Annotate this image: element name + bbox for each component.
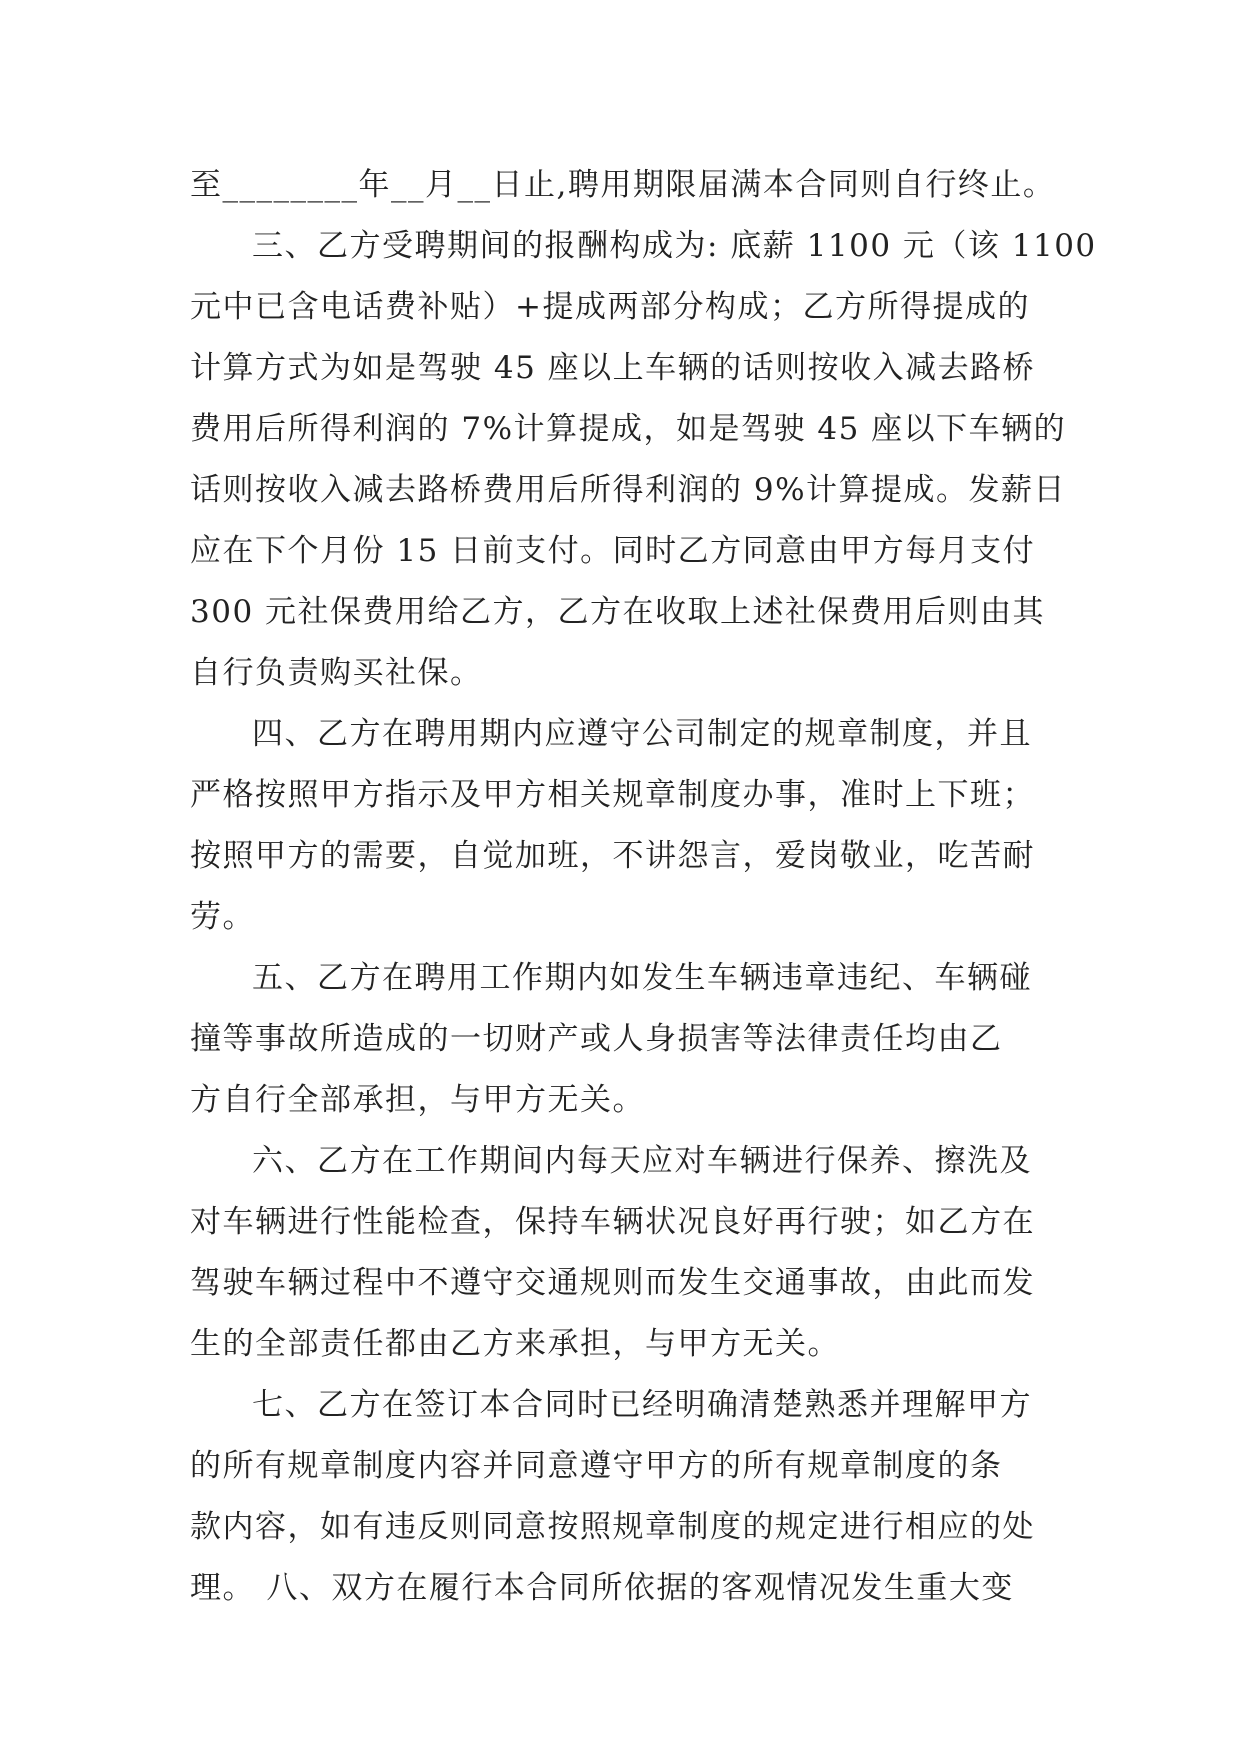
- text-line: 撞等事故所造成的一切财产或人身损害等法律责任均由乙: [190, 1021, 1003, 1057]
- text-line: 方自行全部承担，与甲方无关。: [190, 1082, 645, 1118]
- text-line: 对车辆进行性能检查，保持车辆状况良好再行驶；如乙方在: [190, 1204, 1035, 1240]
- text-line: 款内容，如有违反则同意按照规章制度的规定进行相应的处: [190, 1509, 1035, 1545]
- text-line: 七、乙方在签订本合同时已经明确清楚熟悉并理解甲方: [252, 1387, 1032, 1423]
- text-line: 驾驶车辆过程中不遵守交通规则而发生交通事故，由此而发: [190, 1265, 1035, 1301]
- text-line: 应在下个月份 15 日前支付。同时乙方同意由甲方每月支付: [190, 533, 1036, 569]
- text-line: 话则按收入减去路桥费用后所得利润的 9%计算提成。发薪日: [190, 472, 1067, 508]
- text-line: 按照甲方的需要，自觉加班，不讲怨言，爱岗敬业，吃苦耐: [190, 838, 1035, 874]
- text-line: 四、乙方在聘用期内应遵守公司制定的规章制度，并且: [252, 716, 1032, 752]
- text-line: 严格按照甲方指示及甲方相关规章制度办事，准时上下班；: [190, 777, 1035, 813]
- text-line: 六、乙方在工作期间内每天应对车辆进行保养、擦洗及: [252, 1143, 1032, 1179]
- text-line: 生的全部责任都由乙方来承担，与甲方无关。: [190, 1326, 840, 1362]
- text-line: 自行负责购买社保。: [190, 655, 483, 691]
- text-line: 计算方式为如是驾驶 45 座以上车辆的话则按收入减去路桥: [190, 350, 1036, 386]
- text-line: 的所有规章制度内容并同意遵守甲方的所有规章制度的条: [190, 1448, 1003, 1484]
- contract-body: [190, 155, 1097, 1619]
- text-line: 五、乙方在聘用工作期内如发生车辆违章违纪、车辆碰: [252, 960, 1032, 996]
- text-line: 300 元社保费用给乙方，乙方在收取上述社保费用后则由其: [190, 594, 1046, 630]
- text-line: 元中已含电话费补贴）+提成两部分构成；乙方所得提成的: [190, 289, 1030, 325]
- text-line: 三、乙方受聘期间的报酬构成为: 底薪 1100 元（该 1100: [252, 228, 1097, 264]
- text-line: 劳。: [190, 899, 255, 935]
- text-line: 费用后所得利润的 7%计算提成，如是驾驶 45 座以下车辆的: [190, 411, 1067, 447]
- text-line: 理。 八、双方在履行本合同所依据的客观情况发生重大变: [190, 1570, 1014, 1606]
- text-line: 至________年__月__日止,聘用期限届满本合同则自行终止。: [190, 167, 1056, 203]
